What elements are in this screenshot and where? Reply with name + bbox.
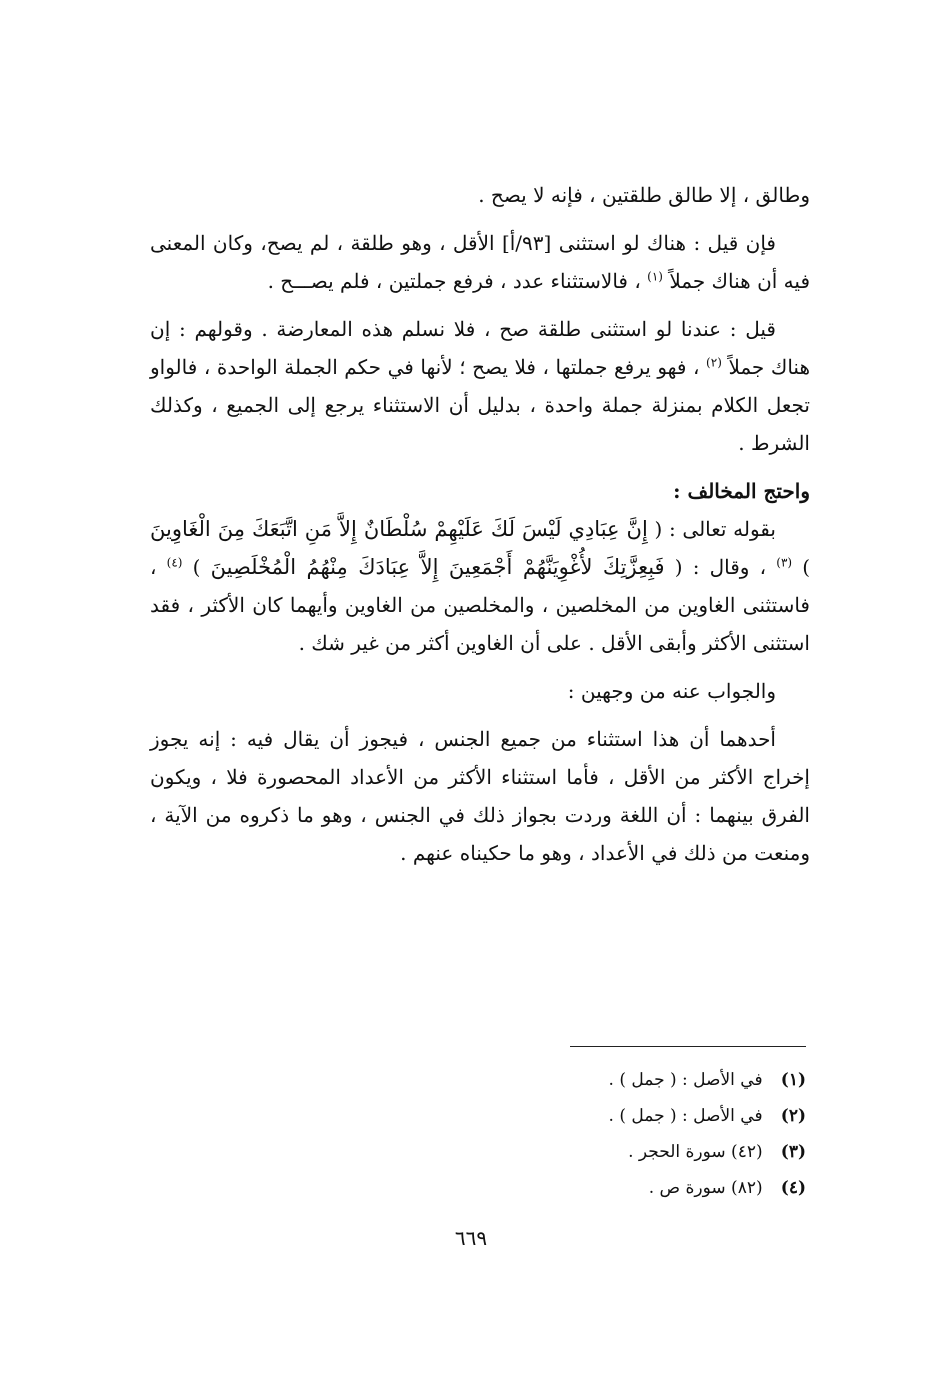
paragraph-4-text-a: بقوله تعالى : ( xyxy=(654,517,776,541)
paragraph-4-text-c: ، وقال : ( xyxy=(674,555,767,579)
main-text xyxy=(150,176,810,882)
footnote-text: (٤٢) سورة الحجر . xyxy=(628,1142,763,1162)
footnote-divider xyxy=(570,1046,806,1047)
paragraph-5-text: والجواب عنه من وجهين : xyxy=(567,679,776,703)
paragraph-4 xyxy=(150,510,810,662)
paragraph-5 xyxy=(150,672,810,710)
paragraph-2-text-b: ، فالاستثناء عدد ، فرفع جملتين ، فلم يصـــح . xyxy=(267,269,641,293)
footnote-1 xyxy=(150,1062,810,1098)
footnote-ref-2[interactable]: (٢) xyxy=(706,355,722,370)
paragraph-6 xyxy=(150,720,810,872)
paragraph-3-text-a: قيل : عندنا لو استثنى طلقة صح ، فلا نسلم هذه المعارضة . وقولهم : إن هناك جملاً xyxy=(150,317,811,379)
quran-verse-1: إِنَّ عِبَادِي لَيْسَ لَكَ عَلَيْهِمْ سُلْطَانٌ إِلاَّ مَنِ اتَّبَعَكَ مِنَ الْغَاوِينَ xyxy=(150,517,648,541)
footnote-ref-1[interactable]: (١) xyxy=(647,269,663,284)
paragraph-1-text: وطالق ، إلا طالق طلقتين ، فإنه لا يصح . xyxy=(478,183,810,207)
footnote-number: (١) xyxy=(780,1070,806,1090)
footnote-text: في الأصل : ( جمل ) . xyxy=(608,1070,763,1090)
paragraph-1 xyxy=(150,176,810,214)
quran-verse-2: فَبِعِزَّتِكَ لأُغْوِيَنَّهُمْ أَجْمَعِينَ إِلاَّ عِبَادَكَ مِنْهُمُ الْمُخْلَصِينَ xyxy=(210,555,665,579)
footnote-number: (٣) xyxy=(780,1142,806,1162)
footnote-ref-4[interactable]: (٤) xyxy=(166,555,183,570)
footnote-4 xyxy=(150,1170,810,1206)
footnote-2 xyxy=(150,1098,810,1134)
section-heading: واحتج المخالف : xyxy=(673,479,810,503)
footnote-number: (٤) xyxy=(780,1178,806,1198)
paragraph-3-text-b: ، فهو يرفع جملتها ، فلا يصح ؛ لأنها في حكم الجملة الواحدة ، فالواو تجعل الكلام بمنزلة جملة واحدة ، بدليل أن الاستثناء يرجع إلى الجميع ، وكذلك الشرط . xyxy=(150,355,810,455)
footnote-text: (٨٢) سورة ص . xyxy=(648,1178,763,1198)
paragraph-6-text: أحدهما أن هذا استثناء من جميع الجنس ، فيجوز أن يقال فيه : إنه يجوز إخراج الأكثر من الأقل ، فأما استثناء الأكثر من الأعداد المحصورة فلا ، ويكون الفرق بينهما : أن اللغة وردت بجواز ذلك في الجنس ، وهو ما ذكروه من الآية ، ومنعت من ذلك في الأعداد ، وهو ما حكيناه عنهم . xyxy=(150,727,810,865)
paragraph-3 xyxy=(150,310,810,462)
footnote-ref-3[interactable]: (٣) xyxy=(776,555,793,570)
footnote-3 xyxy=(150,1134,810,1170)
paragraph-4-text-d: ) xyxy=(192,555,201,579)
footnote-number: (٢) xyxy=(780,1106,806,1126)
paragraph-2 xyxy=(150,224,810,300)
page-number: ٦٦٩ xyxy=(454,1226,488,1250)
paragraph-4-text-b: ) xyxy=(802,555,811,579)
footnotes xyxy=(150,1062,810,1206)
footnote-text: في الأصل : ( جمل ) . xyxy=(608,1106,763,1126)
paragraph-4-text-e: ، فاستثنى الغاوين من المخلصين ، والمخلصين من الغاوين وأيهما كان الأكثر ، فقد استثنى الأكثر وأبقى الأقل . على أن الغاوين أكثر من غير شك . xyxy=(150,555,810,655)
paragraph-2-text-a: فإن قيل : هناك لو استثنى [٩٣/أ] الأقل ، وهو طلقة ، لم يصح، وكان المعنى فيه أن هناك جملاً xyxy=(150,231,810,293)
